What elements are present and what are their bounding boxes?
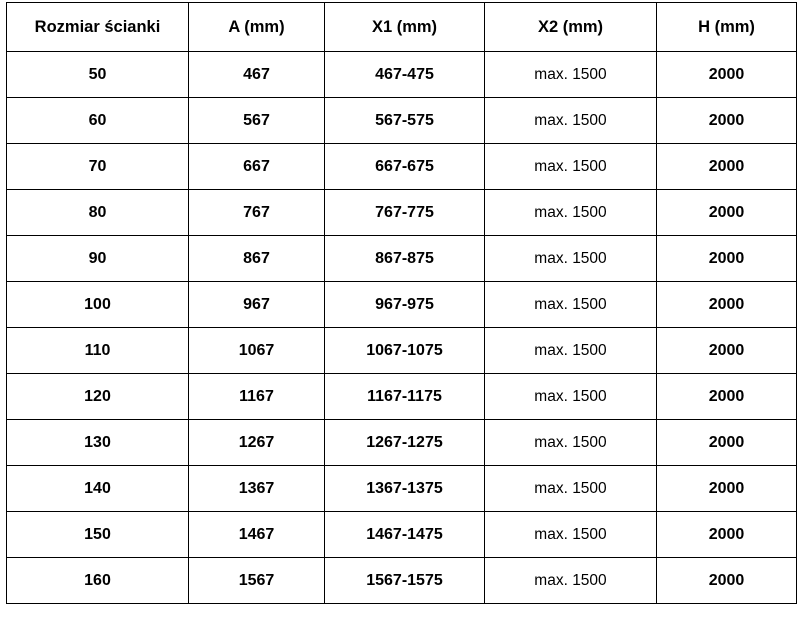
column-header-x1: X1 (mm) <box>325 3 485 52</box>
table-row <box>7 144 797 190</box>
cell-h: 2000 <box>657 374 797 420</box>
table-row <box>7 558 797 604</box>
cell-a: 1367 <box>189 466 325 512</box>
table-row <box>7 512 797 558</box>
cell-x2: max. 1500 <box>485 144 657 190</box>
document-sheet <box>0 2 800 642</box>
cell-x2: max. 1500 <box>485 466 657 512</box>
cell-a: 567 <box>189 98 325 144</box>
specification-table <box>6 2 797 604</box>
cell-a: 1167 <box>189 374 325 420</box>
column-header-x2: X2 (mm) <box>485 3 657 52</box>
cell-h: 2000 <box>657 420 797 466</box>
table-row <box>7 98 797 144</box>
cell-h: 2000 <box>657 52 797 98</box>
cell-x1: 1467-1475 <box>325 512 485 558</box>
cell-size: 110 <box>7 328 189 374</box>
column-header-h: H (mm) <box>657 3 797 52</box>
cell-x2: max. 1500 <box>485 328 657 374</box>
table-header-row <box>7 3 797 52</box>
cell-size: 150 <box>7 512 189 558</box>
table-row <box>7 190 797 236</box>
cell-x2: max. 1500 <box>485 236 657 282</box>
cell-x1: 1167-1175 <box>325 374 485 420</box>
cell-a: 1267 <box>189 420 325 466</box>
cell-size: 90 <box>7 236 189 282</box>
cell-size: 140 <box>7 466 189 512</box>
cell-h: 2000 <box>657 558 797 604</box>
table-row <box>7 282 797 328</box>
cell-h: 2000 <box>657 190 797 236</box>
cell-h: 2000 <box>657 98 797 144</box>
cell-x1: 967-975 <box>325 282 485 328</box>
table-row <box>7 420 797 466</box>
cell-x1: 1067-1075 <box>325 328 485 374</box>
cell-size: 70 <box>7 144 189 190</box>
cell-a: 467 <box>189 52 325 98</box>
cell-a: 1067 <box>189 328 325 374</box>
cell-size: 80 <box>7 190 189 236</box>
cell-x2: max. 1500 <box>485 190 657 236</box>
cell-x1: 767-775 <box>325 190 485 236</box>
cell-x1: 1367-1375 <box>325 466 485 512</box>
cell-x2: max. 1500 <box>485 420 657 466</box>
cell-h: 2000 <box>657 512 797 558</box>
cell-size: 100 <box>7 282 189 328</box>
cell-x2: max. 1500 <box>485 374 657 420</box>
cell-x2: max. 1500 <box>485 282 657 328</box>
cell-size: 120 <box>7 374 189 420</box>
table-row <box>7 328 797 374</box>
table-row <box>7 466 797 512</box>
cell-x2: max. 1500 <box>485 98 657 144</box>
cell-a: 1467 <box>189 512 325 558</box>
cell-x1: 867-875 <box>325 236 485 282</box>
cell-size: 130 <box>7 420 189 466</box>
cell-x1: 667-675 <box>325 144 485 190</box>
cell-a: 1567 <box>189 558 325 604</box>
cell-x1: 1567-1575 <box>325 558 485 604</box>
cell-x2: max. 1500 <box>485 52 657 98</box>
cell-size: 50 <box>7 52 189 98</box>
table-row <box>7 374 797 420</box>
cell-x1: 567-575 <box>325 98 485 144</box>
cell-x1: 467-475 <box>325 52 485 98</box>
cell-x2: max. 1500 <box>485 512 657 558</box>
cell-h: 2000 <box>657 236 797 282</box>
cell-h: 2000 <box>657 328 797 374</box>
table-row <box>7 52 797 98</box>
cell-a: 667 <box>189 144 325 190</box>
column-header-size: Rozmiar ścianki <box>7 3 189 52</box>
cell-x2: max. 1500 <box>485 558 657 604</box>
cell-size: 160 <box>7 558 189 604</box>
cell-a: 767 <box>189 190 325 236</box>
cell-x1: 1267-1275 <box>325 420 485 466</box>
column-header-a: A (mm) <box>189 3 325 52</box>
cell-h: 2000 <box>657 144 797 190</box>
cell-size: 60 <box>7 98 189 144</box>
cell-h: 2000 <box>657 282 797 328</box>
cell-h: 2000 <box>657 466 797 512</box>
cell-a: 967 <box>189 282 325 328</box>
cell-a: 867 <box>189 236 325 282</box>
table-row <box>7 236 797 282</box>
